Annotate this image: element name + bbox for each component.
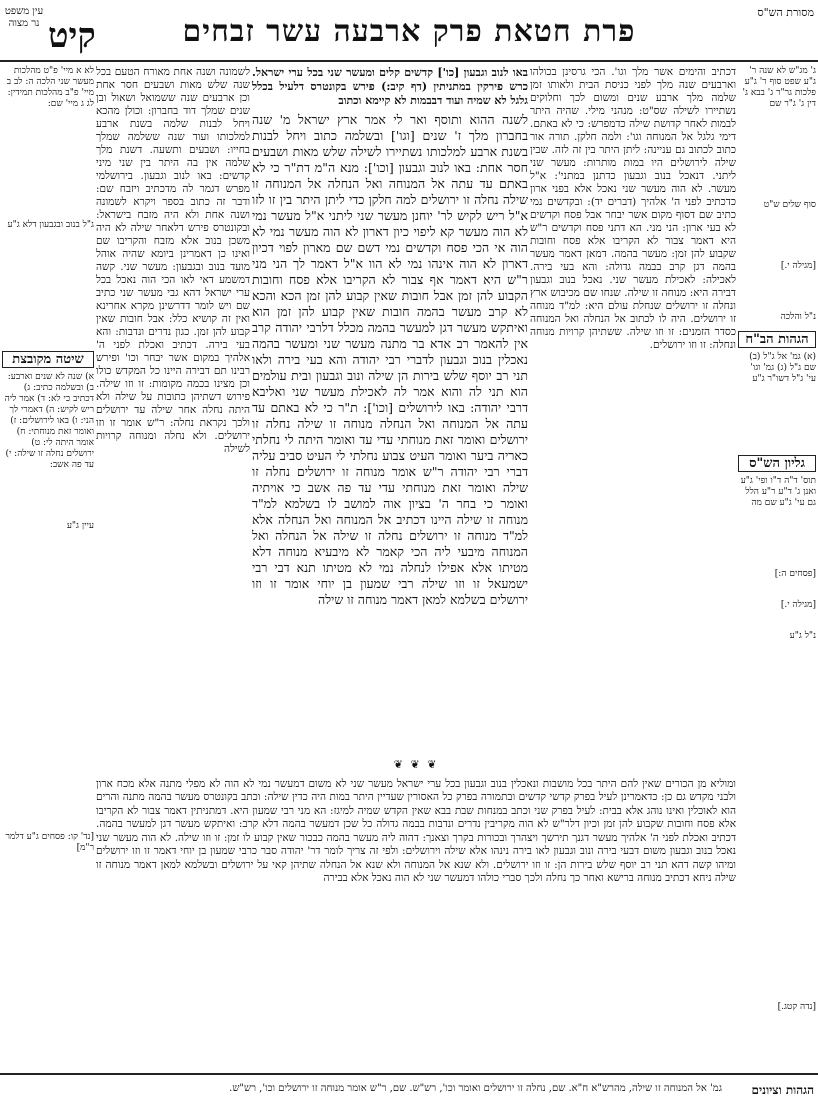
rashi-text: דכתיב והימים אשר מלך וגו'. הכי גרסינן בכולהו וארבעים שנה מלך לפני כניסת הבית ולאותו זמן שלמה מלך ארבע שנים ומשום לכך וחלוקים נשתיירו לשילה שס"ט: מנהני מילי. שהיה היתר לבמות לאחר קדושת שילה כדמפרש: כי לא באתם. דימי גלגל אל המנוחה וגו': ולמה חלקן. תורה אור כתוב לכתוב גם עניינה: ליתן היתר בין זה לזה. שבין שילה לירושלים היו במות מותרות: מעשר שני ליתני. דנאכל בנוב וגבעון כדתנן במתני': א"ל מעשר. לא הוה מעשר שני נאכל אלא בפני ארון כדכתיב לפני ה' אלהיך (דברים יד): ובקדשים נמי כתיב שם דסוף מקום אשר יבחר אבל פסח וקדשים לא בעי ארון: הני מני. הא דתני פסח וקדשים ר"ש היא דאמר צבור לא הקריבו אלא פסח וחובות שקבוע להן זמן: מעשר בהמה. דמאן דאמר מעשר בהמה דגן קרב בבמה גדולה: והא בעי בירה. לאכילה: לאכילת מעשר שני. נאכל בנוב וגבעון דבירה היא: מנוחה זו שילה. שנחו שם מכיבוש ארץ ונחלה זו ירושלים שנחלת עולם היא: למ"ד מנוחה זו ירושלים. היה לו לכתוב אל הנחלה ואל המנוחה כסדר הזמנים: זו וזו שילה. ששתיהן קרויות מנוחה ונחלה: זו וזו ירושלים. [530, 66, 736, 351]
page-number: קיט [48, 16, 96, 56]
right-margin-column [738, 66, 816, 1019]
shita-mekubetzet-title: שיטה מקובצת [2, 351, 94, 368]
gemara-text: באו לנוב וגבעון [כו'] קדשים קלים ומעשר שני בכל ערי ישראל. כרש פירקין במתניתין (דף קיב:) פירש בקונטרס דלעיל בכלל גלגל לא שמיה ועוד דבבמות לא קיימא וכתוב [252, 66, 528, 107]
ein-mishpat-note: לא א מיי' פ"ט מהלכות מעשר שני הלכה ה: לב ב מיי' פ"ב מהלכות תמידין: לג ג מיי' שם: [6, 66, 94, 109]
tosafot-text: לשמונה ושנה אחת מאורח הטעם בכל שנה שלש מאות ושבעים חסר אחת וכן ארבעים שנה ששמואל ושאול ובן שנים שמלך דוד בחברון: וכולן מהכא ויחל לבנות שלמה בשנת ארבע למלכותו ועוד שנה ששלמה שמלך בחייו: ושבעים ותשעה. דשנת מלך שלמה אין בה היתר בין שני מיני קדשים: באו לנוב וגבעון. בירושלמי מפרש דגמר לה מדכתיב ויזבח שם: ודבר זה כתוב בספר ויקרא לשמונה ושנה אחת ולא היה מזבח בישראל: ובקונטרס פירש דלאחר שילה לא היה משכן בנוב אלא מזבח והקריבו שם ואינו כן דאמרינן ביומא שהיה אוהל מועד בנוב ובגבעון: מעשר שני. קשה דמשמע דאי לאו הכי הוה נאכל בכל ערי ישראל דהא גבי מעשר שני כתיב שם ויש לומר דדרשינן מקרא אחרינא ואין זה קושיא כלל: אבל חובות שאין קבוע להן זמן. כגון נדרים ונדבות: והא בעי בירה. דכתיב ואכלת לפני ה' אלהיך במקום אשר יבחר וכו' ופירש רבינו תם דבירה היינו כל המקדש כולו וכן מצינו בכמה מקומות: זו וזו שילה. פירוש דשתיהן כתובות על שילה ולא היתה נחלה אחר שילה עד ירושלים ולכך נקראת נחלה: ר"ש אומר זו וזו ירושלים. ולא נחלה ומנוחה קרויות לשילה [96, 66, 250, 455]
page-title: פרת חטאת פרק ארבעה עשר זבחים [182, 14, 636, 49]
ein-mishpat-label: עין משפט נר מצוה [4, 6, 44, 29]
shita-mekubetzet-text: א) שנה לא שנים וארבע: ב) ובשלמה כתיב: ג) דכתיב כי לא: ד) אמר ליה ריש לקיש: ה) דאמרי לך הני: ו) באו לירושלים: ז) ואומר זאת מנוחתי: ח) אומר היתה לי: ט) ירושלים נחלה זו שילה: י) עד פה אשב: [4, 372, 94, 470]
rashi-column [530, 66, 736, 356]
lower-commentary [96, 752, 736, 890]
page-header [0, 0, 818, 62]
haggahot-habach-title: הגהות הב"ח [738, 331, 816, 348]
gilyon-hashas-text: תוס' ד"ה ד"ו ופי' ג"ע ואנן ג' ד"ע ר"ע הלל גם עי' ג"ע שם מה [740, 476, 816, 508]
margin-note: [מגילה י.] [780, 600, 816, 610]
gilyon-hashas-title: גליון הש"ס [738, 455, 816, 472]
margin-note: נ"ל והלכה [780, 312, 816, 322]
margin-note: [מגילה י.] [780, 261, 816, 271]
left-margin-column [2, 66, 94, 860]
gemara-text: לשנה ההוא ותוסף ואר לי אמר ארץ ישראל מ' שנה בחברון מלך ז' שנים [וגו'] ובשלמה כתוב ויחל לבנות בשנת ארבע למלכותו נשתיירו לשילה שלש מאות ושבעים חסר אחת: באו לנוב וגבעון [וכו']: מנא ה"מ דת"ר כי לא באתם עד עתה אל המנוחה ואל הנחלה אל המנוחה זו שילה נחלה זו ירושלים למה חלקן כדי ליתן היתר בין זו לזו א"ל ריש לקיש לר' יוחנן מעשר שני ליתני א"ל מעשר נמי לא הוה מעשר קא ליפוי כיון דארון לא הוה מעשר נמי לא הוה אי הכי פסח וקדשים נמי דשם שם מארון לפוי דכיון דארון לא הוה אינהו נמי לא הוו א"ל דאמר לך הני מני ר"ש היא דאמר אף צבור לא הקריבו אלא פסח וחובות הקבוע להן זמן אבל חובות שאין קבוע להן זמן הכא והכא לא קרב מעשר בהמה חובות שאין קבוע להן זמן הוא ואיתקש מעשר דגן למעשר בהמה מכלל דלרבי יהודה קרב אין להאמר רב אדא בר מתנה מעשר שני ומעשר בהמה נאכלין בנוב וגבעון לדברי רבי יהודה והא בעי בירה ולאו תני רב יוסף שלש בירות הן שילה ונוב וגבעון ובית עולמים הוא תני לה והוא אמר לה לאכילת מעשר שני ואליבא דרבי יהודה: באו לירושלים [וכו']: ת"ר כי לא באתם עד עתה אל המנוחה ואל הנחלה מנוחה זו שילה נחלה זו ירושלים ואומר זאת מנוחתי עדי עד ואומר היתה לי נחלתי כאריה ביער ואומר העיט צבוע נחלתי לי העיט סביב עליה דברי רבי יהודה ר"ש אומר מנוחה זו ירושלים נחלה זו שילה ואומר זאת מנוחתי עדי עד פה אשב כי אויתיה ואומר כי בחר ה' בציון אוה למושב לו בשלמא למ"ד מנוחה זו שילה היינו דכתיב אל המנוחה ואל הנחלה אלא למ"ד מנוחה זו ירושלים נחלה זו שילה אל הנחלה ואל המנוחה מיבעי ליה הכי קאמר לא מיבעיא מנוחה דלא מטיתו אלא אפילו לנחלה נמי לא מטיתו תנא דבי רבי ישמעאל זו וזו שילה רבי שמעון בן יוחי אומר זו וזו ירושלים בשלמא למאן דאמר מנוחה זו שילה [252, 112, 528, 607]
masoret-hashas-label: מסורת הש"ס [757, 6, 814, 19]
tosafot-column [96, 66, 250, 460]
footer-title: הגהות וציונים [751, 1083, 814, 1097]
margin-note: סוף שלים ש"ט [763, 200, 816, 210]
margin-note: [נד' קו: פסחים ג"ע דלמר ר"מ] [5, 832, 94, 853]
margin-note: עיין ג"ע [66, 521, 94, 531]
lower-commentary-text: ומוליא מן הכורים שאין להם היתר בכל מושבות ונאכלין בנוב וגבעון בכל ערי ישראל מעשר שני לא משום דמעשר נמי לא הוה לא מפלי מתנה אלא מכח ארון ולבני מקדש גם כן: כדאמרינן לעיל בפרק קדשי קדשים ובתמורה בפרק כל האסורין שעדיין היתר במות היה כדין שילה: וכתב בקונטרס מעשר בהמה מתנה והרים הוא לאוכלין ואינו נוהג אלא בבית: לעיל בפרק שני וכתב במנחות שבת בבא שאין הקדש שמיה למיגז: הא מני רבי שמעון היא. דמתניתין דאמר צבור לא הקריבו אלא פסח וחובות שקבוע להן זמן וכיון דלר"ש לא הוה מקריבין נדרים ונדבות בבמה גדולה כל שכן דמעשר בהמה דלא קרב: ואיתקש מעשר דגן למעשר בהמה. דכתיב ואכלת לפני ה' אלהיך מעשר דגנך תירשך ויצהרך ובכורות בקרך וצאנך: דהוה ליה מעשר בהמה כבכור שאין קבוע לו זמן: זו וזו שילה. לא הוה מעשר שני נאכל בנוב וגבעון משום דבעי בירה ונוב וגבעון לאו בירה נינהו אלא שילה וירושלים: ולפי זה צריך לומר דר' יהודה סבר כרבי שמעון בן יוחי דאמר זו וזו ירושלים ומיהו קשה דהא תני רב יוסף שלש בירות הן: זו וזו ירושלים. ולא שנא אל המנוחה ולא שנא אל הנחלה שתיהן קאי על ירושלים ובשלמא למאן דאמר מנוחה זו שילה ניחא דכתיב מנוחה ברישא ואחר כך נחלה ולכך סברי כולהו דמעשר שני לא הוה נאכל אלא בבירה [96, 777, 736, 884]
footer-text: גמ' אל המנוחה זו שילה, מהרש"א ח"א. שם, נחלה זו ירושלים ואומר וכו', רש"ש. שם, ר"ש אומר מנוחה זו ירושלים וכו', רש"ש. [229, 1083, 722, 1094]
haggahot-habach-text: (א) גמ' אל ג"ל (ב) שם ג"ל (ג) גמ' וגו' עי' ג"ל דשו"ר ג"ע [749, 352, 816, 384]
ornament-divider: ❦ ❦ ❦ [393, 758, 439, 771]
margin-note: ג"ל בנוב ובגבעון דלא ג"ע [7, 220, 94, 230]
gemara-column [252, 66, 528, 612]
page-footer [0, 1073, 818, 1105]
margin-note: ג' מג"ש לא שנה ר' ג"ע שפט סוף ר' ג"ע פלכות גר"ר ג' בבא ג' דין ג' ג"ר שם [742, 66, 816, 109]
margin-note: [פסחים ה:] [774, 569, 816, 579]
margin-note: נ"ל ג"ע [789, 631, 816, 641]
margin-note: [נדה קטג.] [777, 1002, 816, 1012]
